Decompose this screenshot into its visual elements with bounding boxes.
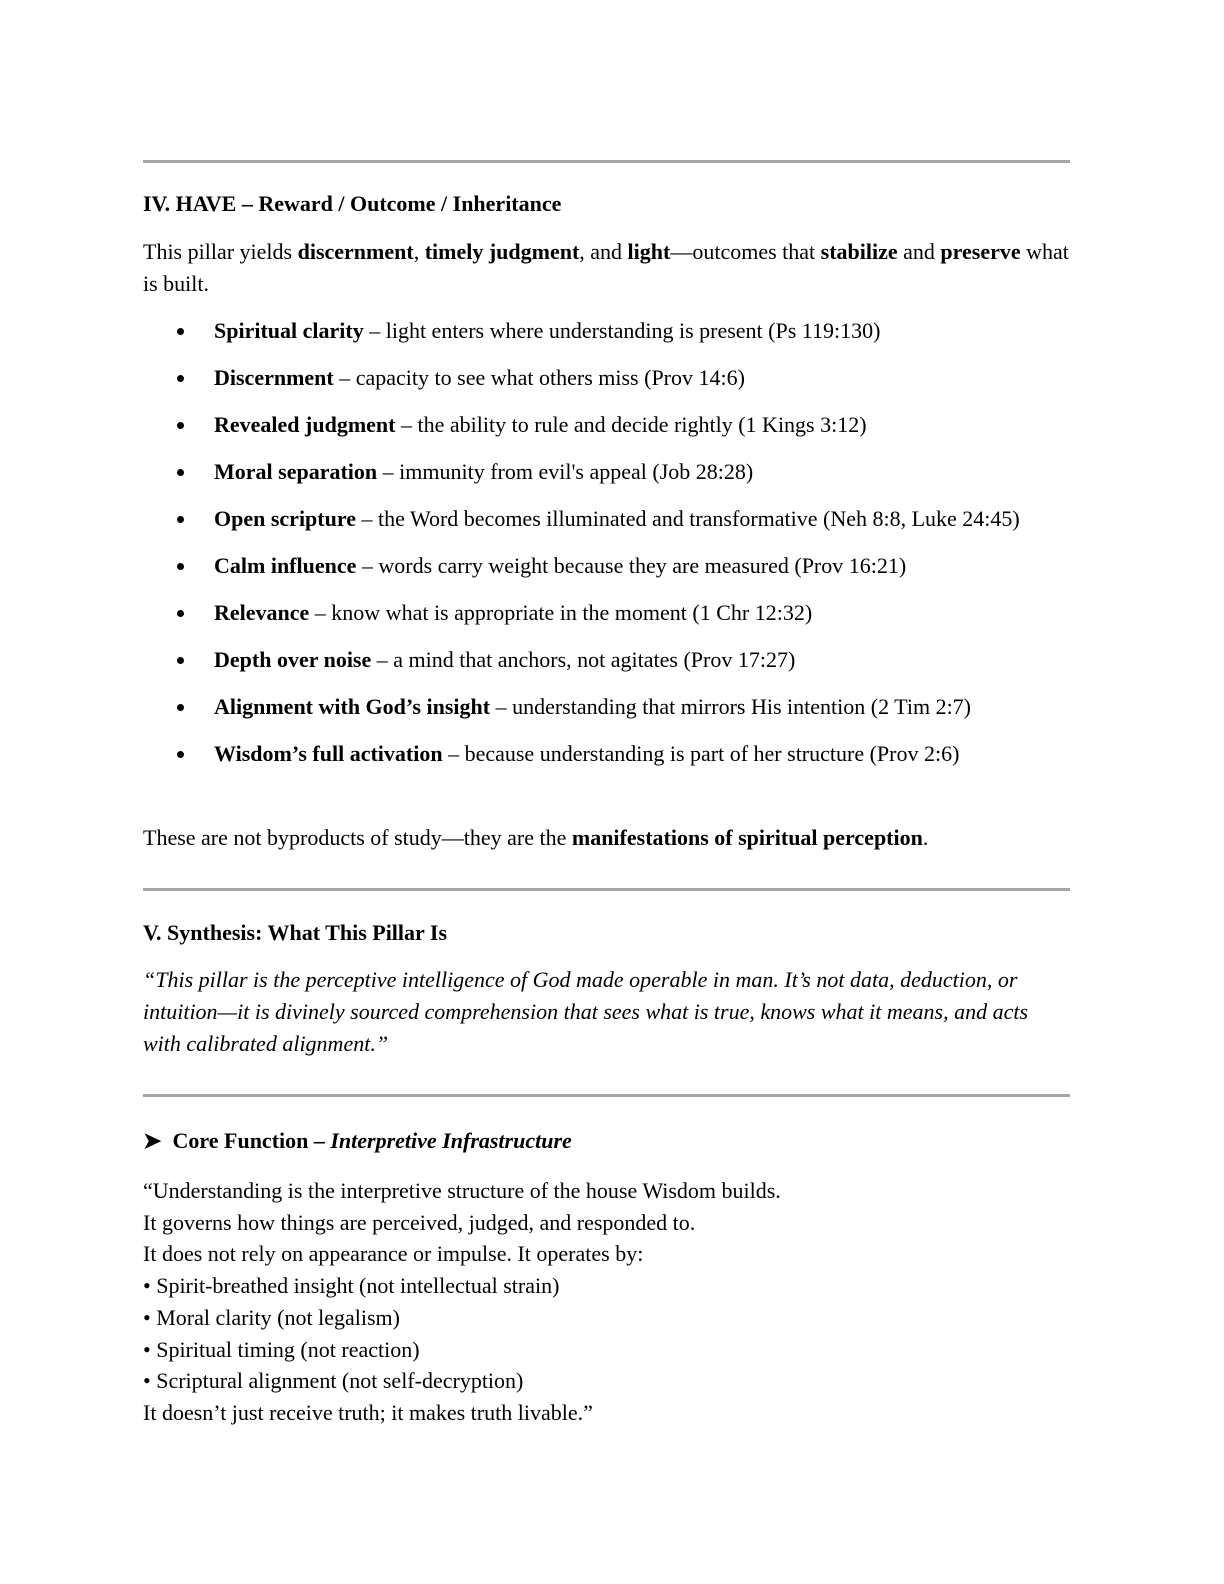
item-term: Moral separation	[214, 459, 378, 484]
list-item	[143, 550, 1070, 581]
synthesis-quote-block	[143, 964, 1070, 1060]
closing-paragraph	[143, 822, 1070, 854]
list-item	[143, 409, 1070, 440]
item-text: – the ability to rule and decide rightly (1 Kings 3:12)	[395, 412, 867, 437]
list-item	[143, 503, 1070, 534]
bullet-icon	[177, 610, 184, 617]
item-term: Discernment	[214, 365, 334, 390]
intro-bold: preserve	[940, 239, 1021, 264]
core-function-text	[143, 1175, 1070, 1429]
text-line: It does not rely on appearance or impulse. It operates by:	[143, 1241, 644, 1267]
intro-text: ,	[413, 239, 425, 264]
list-item	[143, 362, 1070, 393]
intro-text: This pillar yields	[143, 239, 298, 264]
list-item	[143, 738, 1070, 769]
item-text: – know what is appropriate in the moment (1 Chr 12:32)	[309, 600, 813, 625]
item-text: – capacity to see what others miss (Prov 14:6)	[333, 365, 745, 390]
item-text: – because understanding is part of her structure (Prov 2:6)	[442, 741, 960, 766]
intro-bold: light	[627, 239, 671, 264]
list-item	[143, 315, 1070, 346]
bullet-icon	[177, 751, 184, 758]
horizontal-rule	[143, 1094, 1070, 1097]
bullet-icon	[177, 375, 184, 382]
text-line: It doesn’t just receive truth; it makes truth livable.”	[143, 1399, 593, 1425]
bullet-icon	[177, 563, 184, 570]
item-text: – understanding that mirrors His intention (2 Tim 2:7)	[490, 694, 972, 719]
text-line: • Moral clarity (not legalism)	[143, 1304, 400, 1330]
intro-bold: timely judgment	[424, 239, 580, 264]
list-item	[143, 644, 1070, 675]
item-term: Open scripture	[214, 506, 356, 531]
intro-text: what is built.	[143, 239, 1069, 296]
intro-text: —outcomes that	[670, 239, 821, 264]
closing-bold: manifestations of spiritual perception	[571, 825, 923, 850]
section-have	[143, 191, 1070, 217]
text-line: “Understanding is the interpretive structure of the house Wisdom builds.	[143, 1178, 781, 1203]
outcome-list	[143, 315, 1070, 769]
item-text: – immunity from evil's appeal (Job 28:28)	[377, 459, 754, 484]
arrow-icon: ➤	[143, 1128, 162, 1153]
core-function-heading	[143, 1128, 1070, 1154]
item-term: Wisdom’s full activation	[214, 741, 443, 766]
bullet-icon	[177, 422, 184, 429]
intro-bold: discernment	[297, 239, 414, 264]
text-line: It governs how things are perceived, judged, and responded to.	[143, 1209, 696, 1235]
item-text: – a mind that anchors, not agitates (Prov 17:27)	[371, 647, 796, 672]
item-term: Revealed judgment	[214, 412, 396, 437]
list-item	[143, 456, 1070, 487]
intro-text: , and	[579, 239, 628, 264]
item-text: – words carry weight because they are measured (Prov 16:21)	[356, 553, 907, 578]
item-term: Depth over noise	[214, 647, 372, 672]
section-closing	[143, 822, 1070, 854]
text-line: • Scriptural alignment (not self-decryption)	[143, 1368, 524, 1394]
intro-bold: stabilize	[820, 239, 898, 264]
item-text: – light enters where understanding is present (Ps 119:130)	[363, 318, 881, 343]
bullet-icon	[177, 469, 184, 476]
heading-italic: Interpretive Infrastructure	[330, 1128, 572, 1153]
section-heading: V. Synthesis: What This Pillar Is	[143, 920, 448, 945]
intro-text: and	[897, 239, 941, 264]
horizontal-rule	[143, 160, 1070, 163]
item-text: – the Word becomes illuminated and transformative (Neh 8:8, Luke 24:45)	[355, 506, 1020, 531]
text-line: • Spiritual timing (not reaction)	[143, 1336, 420, 1362]
item-term: Calm influence	[214, 553, 357, 578]
heading-bold: Core Function –	[167, 1128, 331, 1153]
bullet-icon	[177, 657, 184, 664]
list-item	[143, 597, 1070, 628]
closing-text: These are not byproducts of study—they are the	[143, 825, 572, 850]
text-line: • Spirit-breathed insight (not intellectual strain)	[143, 1273, 560, 1299]
intro-paragraph	[143, 236, 1070, 300]
outcome-list-wrapper	[143, 315, 1070, 785]
closing-end: .	[922, 825, 929, 850]
item-term: Relevance	[214, 600, 310, 625]
bullet-icon	[177, 704, 184, 711]
section-synthesis	[143, 920, 1070, 946]
bullet-icon	[177, 328, 184, 335]
section-intro	[143, 236, 1070, 300]
list-item	[143, 691, 1070, 722]
item-term: Spiritual clarity	[214, 318, 364, 343]
bullet-icon	[177, 516, 184, 523]
core-function-heading-block	[143, 1128, 1070, 1154]
horizontal-rule	[143, 888, 1070, 891]
section-heading: IV. HAVE – Reward / Outcome / Inheritance	[143, 191, 562, 216]
synthesis-quote: “This pillar is the perceptive intelligence of God made operable in man. It’s not data, deduction, or intuition—it is divinely sourced comprehension that sees what is true, knows what it means, and acts with calibrated alignment.”	[143, 967, 1029, 1056]
item-term: Alignment with God’s insight	[214, 694, 491, 719]
